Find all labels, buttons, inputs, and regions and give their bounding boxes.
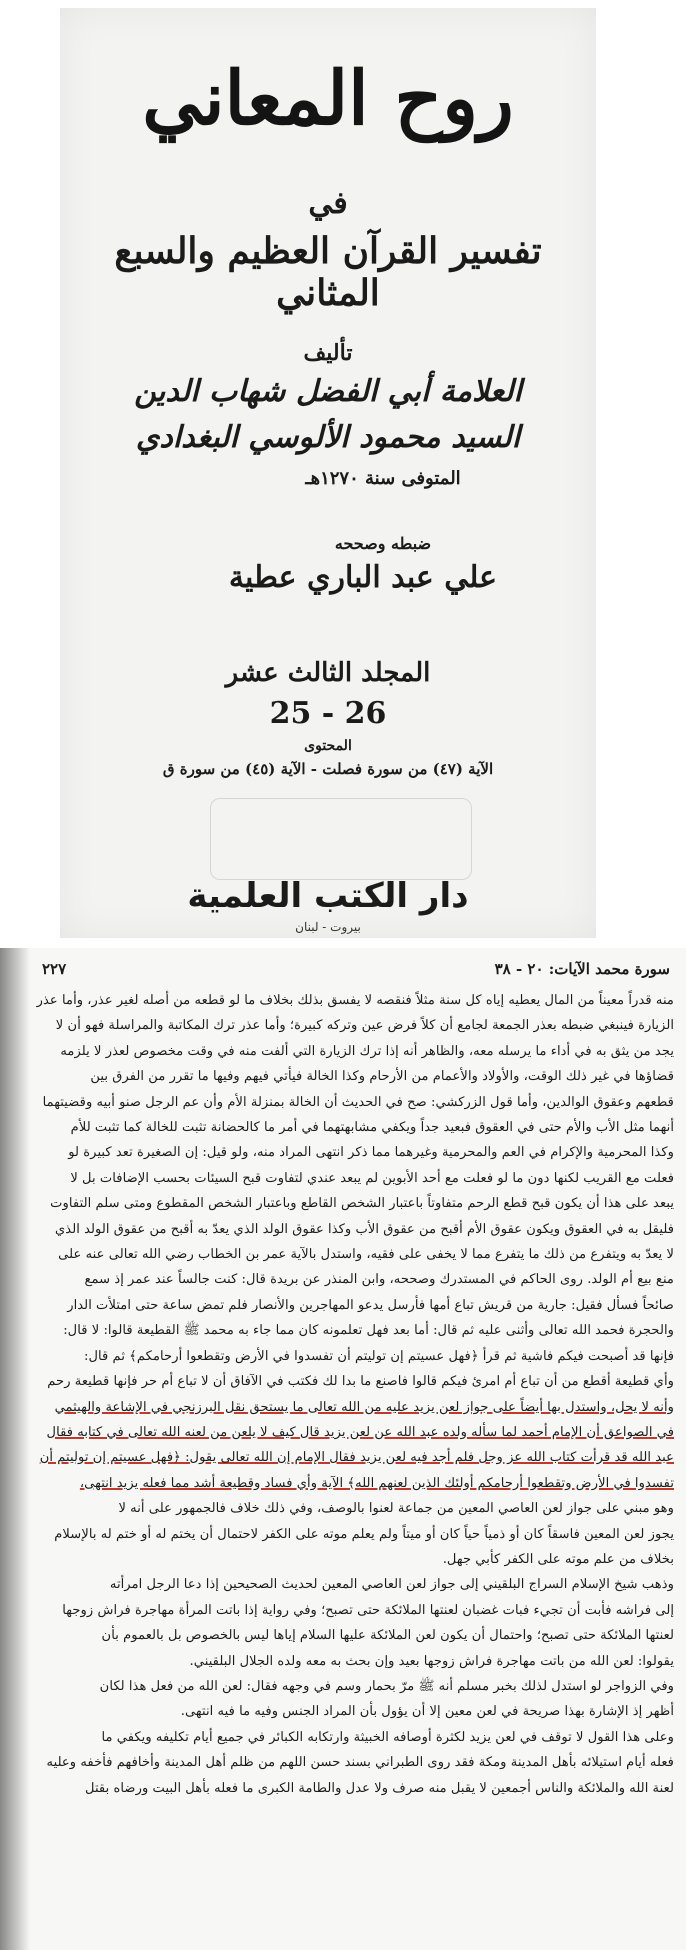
body-line: فعله أيام استيلائه بأهل المدينة ومكة فقد روى الطبراني بسند حسن اللهم من ظلم أهل المدينة وأخافهم فأخفه وعليه [46, 1755, 674, 1771]
body-line: صائحاً فسأل فقيل: جارية من قريش تباع أمها فأرسل يدعو المهاجرين والأنصار فلم تمض ساعة حتى امتلأت الدار [67, 1297, 674, 1313]
page-body [36, 988, 674, 1942]
body-line-underlined: تفسدوا في الأرض وتقطعوا أرحامكم أولئك الذين لعنهم الله﴾ الآية وأي فساد وقطيعة أشد مما فعله يزيد انتهى، [79, 1475, 674, 1491]
body-line: وأي قطيعة أقطع من أن تباع أم امرئ فيكم قالوا فاصنع ما بدا لك فكتب في الآفاق أن لا تباع أم حر فإنها قطيعة رحم [47, 1374, 674, 1390]
contents-range: الآية (٤٧) من سورة فصلت - الآية (٤٥) من سورة ق [162, 760, 494, 778]
body-line: وكذا المحرمية والإكرام في العم والمحرمية وغيرهما مما ذكر انتهى المراد منه، ولو قيل: إن الصغيرة تعد كبيرة لو [68, 1145, 674, 1161]
body-line: وفي الزواجر لو استدل لذلك بخبر مسلم أنه ﷺ مرّ بحمار وسم في وجهه فقال: لعن الله من فعل هذا لكان [99, 1678, 674, 1694]
parts-range: 25 - 26 [269, 696, 387, 731]
body-line: قطعهم وعقوق الوالدين، وأما قول الزركشي: صح في الحديث أن الخالة بمنزلة الأم وأن عم الرجل صنو أبيه وقضيتهما [42, 1094, 674, 1110]
page-header [34, 956, 676, 984]
body-line: يبعد على هذا أن يكون قبح قطع الرحم متفاوتاً باعتبار الشخص القاطع وباعتبار الشخص المقطوع ومتى سلم التفاوت [50, 1196, 674, 1212]
running-head: سورة محمد الآيات: ٢٠ - ٣٨ [494, 960, 670, 978]
book-title: روح المعاني [142, 56, 514, 142]
authorship-label: تأليف [303, 340, 353, 366]
author-death-year: المتوفى سنة ١٢٧٠هـ [305, 468, 461, 489]
author-line-2: السيد محمود الألوسي البغدادي [135, 420, 521, 455]
body-line: أظهر إذ الإشارة بهذا صريحة في لعن معين إلا أن يؤول بأن المراد الجنس وفيه ما فيه انتهى. [180, 1704, 674, 1720]
text-page [0, 948, 686, 1950]
body-line: والحجرة فحمد الله تعالى وأثنى عليه ثم قال: أما بعد فهل تعلمونه كان مما جاء به محمد ﷺ القطيعة قالوا: لا قال: [63, 1323, 674, 1339]
body-line: فعلت مع القريب لكنها دون ما لو فعلت مع أحد الأبوين لم يبعد عندي لتفاوت قبح السيئات بحسب الإضافات بل لا [70, 1170, 674, 1186]
editor-name: علي عبد الباري عطية [228, 560, 498, 595]
publisher-city: بيروت - لبنان [295, 920, 361, 934]
book-subtitle: تفسير القرآن العظيم والسبع المثاني [114, 230, 542, 314]
body-line: وعلى هذا القول لا توقف في لعن يزيد لكثرة أوصافه الخبيثة وارتكابه الكبائر في جميع أيام تكليفه ويكفي ما [101, 1729, 674, 1745]
body-line: أنهما مثل الأب والأم حتى في العقوق فبعيد جداً ويكفي مشابهتهما في أمر ما كالحضانة تثبت للخالة كما تثبت للأم [70, 1120, 674, 1136]
body-line: منع بيع أم الولد. روى الحاكم في المستدرك وصححه، وابن المنذر عن بريدة قال: كنت جالساً عند عمر إذ سمع [84, 1272, 674, 1288]
library-stamp [210, 798, 472, 880]
body-line-underlined: عبد الله قد قرأت كتاب الله عز وجل فلم أجد فيه لعن يزيد فقال الإمام إن الله تعالى يقول: ﴿فهل عسيتم إن توليتم أن [39, 1450, 674, 1466]
body-line: فليقل به في العقوق ويكون عقوق الأم أقبح من عقوق الأب وكذا عقوق الولد الذي يعدّ به أقبح من عقوق الولد الذي [54, 1221, 674, 1237]
editor-label: ضبطه وصححه [334, 534, 432, 553]
body-line: يقولوا: لعن الله من باتت مهاجرة فراش زوجها بعيد وإن بحث به معه ولده الجلال البلقيني. [189, 1653, 674, 1669]
body-line: فإنها قد أصبحت فيكم فاشية ثم قرأ ﴿فهل عسيتم إن توليتم أن تفسدوا في الأرض وتقطعوا أرحامكم﴾ ثم قال: [84, 1348, 674, 1364]
body-line: وذهب شيخ الإسلام السراج البلقيني إلى جواز لعن العاصي المعين لحديث الصحيحين إذا دعا الرجل امرأته [109, 1577, 674, 1593]
volume-label: المجلد الثالث عشر [225, 658, 431, 688]
body-line: وهو مبني على جواز لعن العاصي المعين من جماعة لعنوا بالوصف، وفي ذلك خلاف فالجمهور على أنه لا [118, 1501, 674, 1517]
contents-label: المحتوى [304, 738, 352, 754]
body-line: لا يعدّ به ويتفرع من ذلك ما يتفرع مما لا يخفى على فقيه، واستدل بالآية عمر بن الخطاب رضي الله تعالى عنه على [58, 1247, 674, 1263]
binding-shadow [0, 948, 30, 1950]
title-connector: في [308, 186, 348, 221]
cover-page [60, 8, 596, 938]
page-number: ٢٢٧ [42, 960, 67, 978]
body-line: قضاؤها في غير ذلك الوقت، والأولاد والأعمام من الأرحام وكذا الخالة فيأتي فيهم وفيها ما تقرر من الفرق بين [90, 1069, 674, 1085]
body-line: منه قدراً معيناً من المال يعطيه إياه كل سنة مثلاً فنقصه لا يفسق بذلك بخلاف ما لو قطعه من أصله لغير عذر، وأما عذر [36, 993, 674, 1008]
publisher-logo: دار الكتب العلمية [187, 876, 469, 916]
body-line-underlined: في الصواعق أن الإمام أحمد لما سأله ولده عبد الله عن لعن يزيد قال كيف لا يلعن من لعنه الله تعالى في كتابه فقال [46, 1424, 674, 1440]
body-line: لعنة الله والملائكة والناس أجمعين لا يقبل منه صرف ولا عدل والطامة الكبرى ما فعله بأهل البيت ورضاه بقتل [84, 1780, 674, 1796]
body-line: لعنتها الملائكة حتى تصبح؛ واحتمال أن يكون لعن الملائكة عليها السلام إياها ليس بالخصوص بل بالعموم بأن [101, 1628, 674, 1644]
author-line-1: العلامة أبي الفضل شهاب الدين [134, 374, 522, 409]
body-line: إلى فراشه فأبت أن تجيء فبات غضبان لعنتها الملائكة حتى تصبح؛ وفي رواية إذا باتت المرأة مهاجرة فراش زوجها [62, 1602, 674, 1618]
body-line: يجد من يثق به في أداء ما يرسله معه، والظاهر أنه إذا ترك الزيارة التي ألفت منه في وقت مخصوص لعذر لا يلزمه [60, 1043, 674, 1059]
body-line: يجوز لعن المعين فاسقاً كان أو ذمياً حياً كان أو ميتاً ولم يعلم موته على الكفر لاحتمال أن يختم له أو ختم له بالإسلام [54, 1526, 674, 1542]
body-line-underlined: وأنه لا يحل، واستدل بها أيضاً على جواز لعن يزيد عليه من الله تعالى ما يستحق نقل البرزنجي في الإشاعة والهيثمي [54, 1399, 674, 1415]
body-line: الزيارة فينبغي ضبطه بعذر الجمعة لجامع أن كلاً فرض عين وتركه كبيرة؛ وأما عذر ترك المكاتبة والمراسلة فهو أن لا [55, 1018, 674, 1034]
body-line: بخلاف من علم موته على الكفر كأبي جهل. [442, 1551, 674, 1567]
